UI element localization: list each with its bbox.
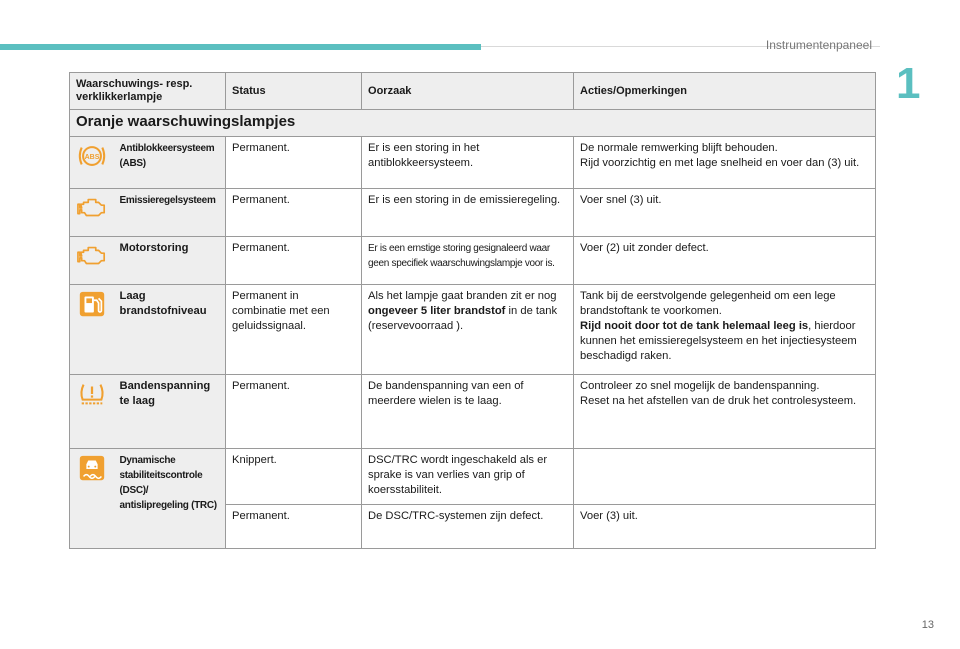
column-header-lamp: Waarschuwings- resp. verklikkerlampje (70, 73, 226, 110)
lamp-cause (362, 285, 574, 375)
category-title: Oranje waarschuwingslampjes (70, 110, 876, 137)
lamp-name: Bandenspanning te laag (114, 375, 226, 449)
lamp-action: Voer (2) uit zonder defect. (574, 237, 876, 285)
action-emphasis: Rijd nooit door tot de tank helemaal leeg is (580, 320, 809, 332)
abs-icon (77, 141, 107, 171)
lamp-status: Permanent. (226, 189, 362, 237)
lamp-status: Permanent. (226, 137, 362, 189)
engine-icon (77, 193, 107, 223)
action-text: , hierdoor kunnen het emissieregelsysteem en het injectiesysteem beschadigd raken. (580, 320, 857, 362)
lamp-action (574, 449, 876, 505)
table-row (70, 449, 876, 505)
action-line: Tank bij de eerstvolgende gelegenheid om een lege brandstoftank te voorkomen. (580, 290, 836, 317)
lamp-action: Voer (3) uit. (574, 505, 876, 549)
lamp-action (574, 285, 876, 375)
lamp-status: Permanent. (226, 505, 362, 549)
column-header-status: Status (226, 73, 362, 110)
lamp-cause: De DSC/TRC-systemen zijn defect. (362, 505, 574, 549)
lamp-name: Emissieregelsysteem (114, 189, 226, 237)
cause-text: in de tank (reservevoorraad ). (368, 305, 558, 332)
cause-text: Als het lampje gaat branden zit er nog (368, 290, 557, 302)
category-row (70, 110, 876, 137)
lamp-action (574, 375, 876, 449)
table-row (70, 189, 876, 237)
table-row (70, 285, 876, 375)
lamp-name: Dynamische stabiliteitscontrole (DSC)/ antislipregeling (TRC) (114, 449, 226, 549)
lamp-status: Permanent. (226, 375, 362, 449)
fuel-pump-icon (77, 289, 107, 319)
column-header-cause: Oorzaak (362, 73, 574, 110)
cause-emphasis: ongeveer 5 liter brandstof (368, 305, 506, 317)
lamp-cause: DSC/TRC wordt ingeschakeld als er sprake is van verlies van grip of koersstabiliteit. (362, 449, 574, 505)
table-row (70, 237, 876, 285)
action-line: Controleer zo snel mogelijk de bandenspanning. (580, 380, 820, 392)
page-number: 13 (921, 619, 934, 631)
svg-text:ABS: ABS (84, 153, 100, 161)
lamp-action: Voer snel (3) uit. (574, 189, 876, 237)
lamp-status: Permanent in combinatie met een geluidssignaal. (226, 285, 362, 375)
stability-control-icon (77, 453, 107, 483)
column-header-actions: Acties/Opmerkingen (574, 73, 876, 110)
table-row (70, 137, 876, 189)
lamp-status: Permanent. (226, 237, 362, 285)
header-accent-bar (0, 44, 481, 50)
lamp-name: Motorstoring (114, 237, 226, 285)
lamp-cause: De bandenspanning van een of meerdere wielen is te laag. (362, 375, 574, 449)
chapter-number: 1 (896, 59, 921, 108)
lamp-name: Antiblokkeersysteem (ABS) (114, 137, 226, 189)
lamp-cause: Er is een storing in de emissieregeling. (362, 189, 574, 237)
lamp-action (574, 137, 876, 189)
lamp-cause: Er is een ernstige storing gesignaleerd waar geen specifiek waarschuwingslampje voor is. (362, 237, 574, 285)
action-line: Reset na het afstellen van de druk het controlesysteem. (580, 395, 857, 407)
action-line: Rijd voorzichtig en met lage snelheid en voer dan (3) uit. (580, 157, 860, 169)
lamp-cause: Er is een storing in het antiblokkeersysteem. (362, 137, 574, 189)
action-line: De normale remwerking blijft behouden. (580, 142, 778, 154)
lamp-name: Laag brandstofniveau (114, 285, 226, 375)
action-line (580, 319, 869, 364)
section-title: Instrumentenpaneel (765, 38, 872, 52)
table-row (70, 375, 876, 449)
tire-pressure-icon (77, 379, 107, 409)
warning-lamps-table (69, 72, 876, 549)
table-header-row (70, 73, 876, 110)
lamp-status: Knippert. (226, 449, 362, 505)
engine-icon (77, 241, 107, 271)
